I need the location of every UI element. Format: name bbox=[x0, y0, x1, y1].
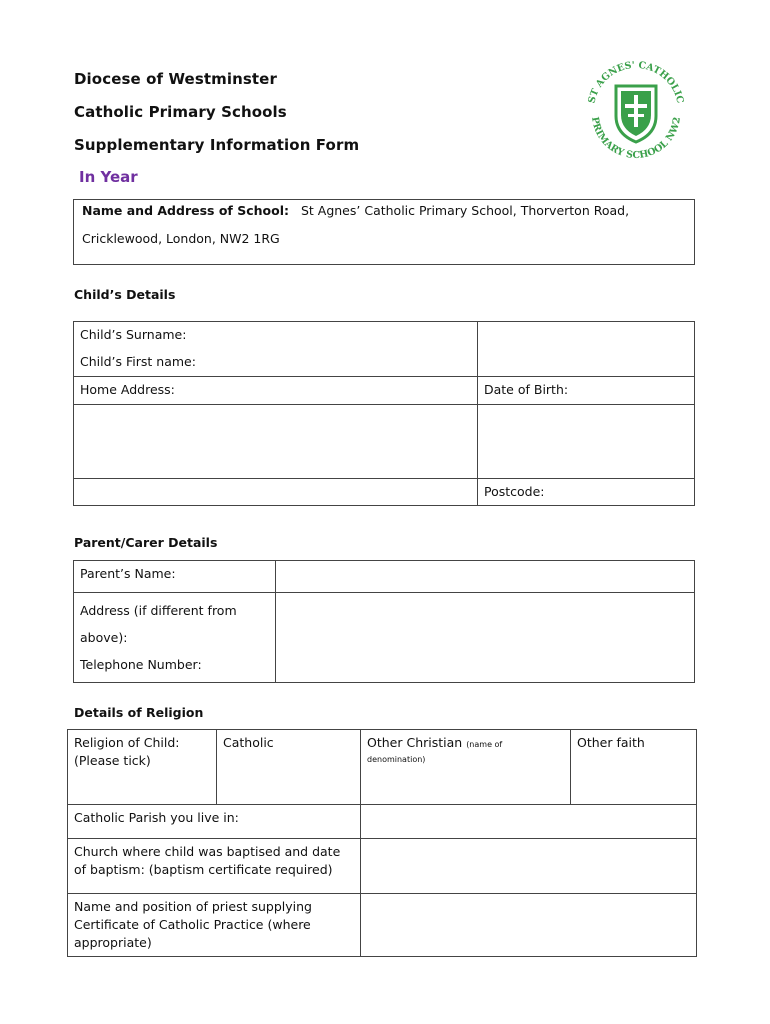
diocese-title: Diocese of Westminster bbox=[74, 70, 277, 88]
school-address-line1: St Agnes’ Catholic Primary School, Thorverton Road, bbox=[300, 203, 630, 218]
svg-text:PRIMARY SCHOOL NW2: PRIMARY SCHOOL NW2 bbox=[589, 116, 683, 162]
baptism-input-cell[interactable] bbox=[361, 839, 697, 894]
date-of-birth-input-cell[interactable] bbox=[478, 405, 695, 479]
schools-title: Catholic Primary Schools bbox=[74, 103, 287, 121]
other-faith-option[interactable]: Other faith bbox=[571, 730, 697, 805]
child-surname-label: Child’s Surname: bbox=[80, 327, 187, 342]
please-tick-label: (Please tick) bbox=[74, 753, 151, 768]
parent-details-heading: Parent/Carer Details bbox=[74, 535, 218, 550]
form-title: Supplementary Information Form bbox=[74, 136, 360, 154]
postcode-label[interactable]: Postcode: bbox=[478, 479, 695, 506]
baptism-label: Church where child was baptised and date of baptism: (baptism certificate required) bbox=[68, 839, 361, 894]
form-subtitle: In Year bbox=[79, 168, 138, 186]
priest-input-cell[interactable] bbox=[361, 894, 697, 957]
catholic-option[interactable]: Catholic bbox=[217, 730, 361, 805]
other-christian-option[interactable] bbox=[361, 730, 571, 805]
home-address-label: Home Address: bbox=[74, 377, 478, 405]
parent-address-label: Address (if different from bbox=[80, 603, 237, 618]
parent-address-label-cont: above): bbox=[80, 630, 128, 645]
home-address-input-cell[interactable] bbox=[74, 405, 478, 479]
parent-details-table bbox=[73, 560, 695, 683]
catholic-parish-label: Catholic Parish you live in: bbox=[68, 805, 361, 839]
child-name-cell[interactable] bbox=[74, 322, 478, 377]
priest-label: Name and position of priest supplying Certificate of Catholic Practice (where appropriate) bbox=[68, 894, 361, 957]
denomination-note-cont: denomination) bbox=[367, 755, 426, 764]
school-address-label: Name and Address of School: bbox=[82, 203, 289, 218]
school-address-line2: Cricklewood, London, NW2 1RG bbox=[82, 231, 280, 246]
parent-name-label: Parent’s Name: bbox=[74, 561, 276, 593]
religion-of-child-label: Religion of Child: bbox=[74, 735, 180, 750]
parent-address-input-cell[interactable] bbox=[276, 593, 695, 683]
child-first-name-label: Child’s First name: bbox=[80, 354, 196, 369]
svg-text:ST AGNES' CATHOLIC: ST AGNES' CATHOLIC bbox=[586, 59, 686, 105]
date-of-birth-label: Date of Birth: bbox=[478, 377, 695, 405]
address-extra-cell[interactable] bbox=[74, 479, 478, 506]
catholic-parish-input-cell[interactable] bbox=[361, 805, 697, 839]
childs-details-table bbox=[73, 321, 695, 506]
religion-heading: Details of Religion bbox=[74, 705, 204, 720]
denomination-note: (name of bbox=[466, 740, 503, 749]
parent-name-input-cell[interactable] bbox=[276, 561, 695, 593]
school-address-box bbox=[73, 199, 695, 265]
school-crest-logo bbox=[580, 54, 692, 166]
telephone-label: Telephone Number: bbox=[80, 657, 202, 672]
other-christian-label: Other Christian bbox=[367, 735, 463, 750]
religion-table bbox=[67, 729, 697, 957]
childs-details-heading: Child’s Details bbox=[74, 287, 176, 302]
child-name-input-cell[interactable] bbox=[478, 322, 695, 377]
